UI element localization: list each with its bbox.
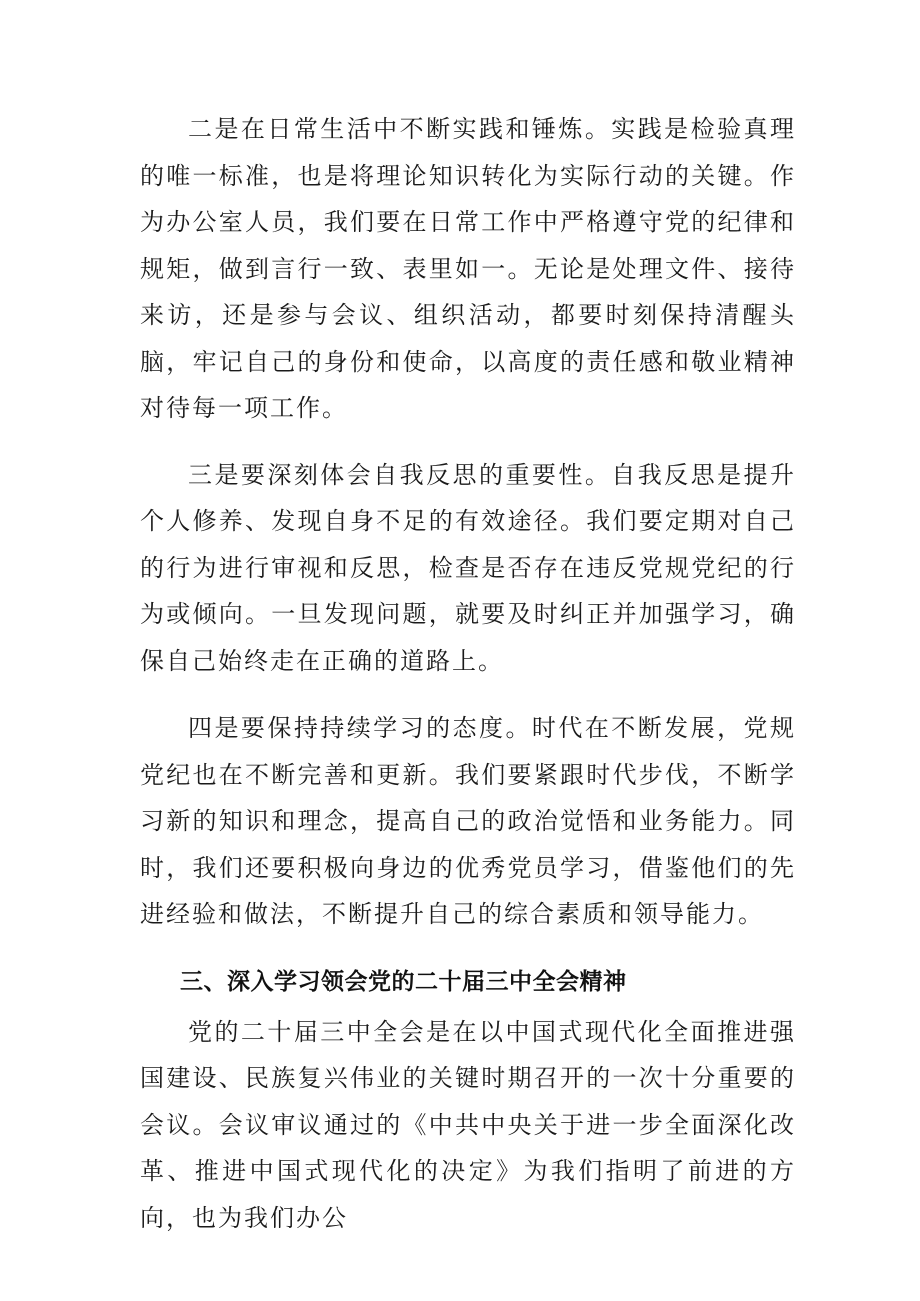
paragraph-practice: 二是在日常生活中不断实践和锤炼。实践是检验真理的唯一标准，也是将理论知识转化为实际行动的关键。作为办公室人员，我们要在日常工作中严格遵守党的纪律和规矩，做到言行一致、表里如一。无论是处理文件、接待来访，还是参与会议、组织活动，都要时刻保持清醒头脑，牢记自己的身份和使命，以高度的责任感和敬业精神对待每一项工作。 [140,115,796,422]
section-paragraph: 党的二十届三中全会是在以中国式现代化全面推进强国建设、民族复兴伟业的关键时期召开的一次十分重要的会议。会议审议通过的《中共中央关于进一步全面深化改革、推进中国式现代化的决定》为我们指明了前进的方向，也为我们办公 [140,1017,796,1232]
section-heading: 三、深入学习领会党的二十届三中全会精神 [180,968,627,995]
paragraph-self-reflection: 三是要深刻体会自我反思的重要性。自我反思是提升个人修养、发现自身不足的有效途径。我们要定期对自己的行为进行审视和反思，检查是否存在违反党规党纪的行为或倾向。一旦发现问题，就要及时纠正并加强学习，确保自己始终走在正确的道路上。 [140,460,796,675]
document-body [140,106,796,1241]
paragraph-continuous-learning: 四是要保持持续学习的态度。时代在不断发展，党规党纪也在不断完善和更新。我们要紧跟时代步伐，不断学习新的知识和理念，提高自己的政治觉悟和业务能力。同时，我们还要积极向身边的优秀党员学习，借鉴他们的先进经验和做法，不断提升自己的综合素质和领导能力。 [140,714,796,928]
